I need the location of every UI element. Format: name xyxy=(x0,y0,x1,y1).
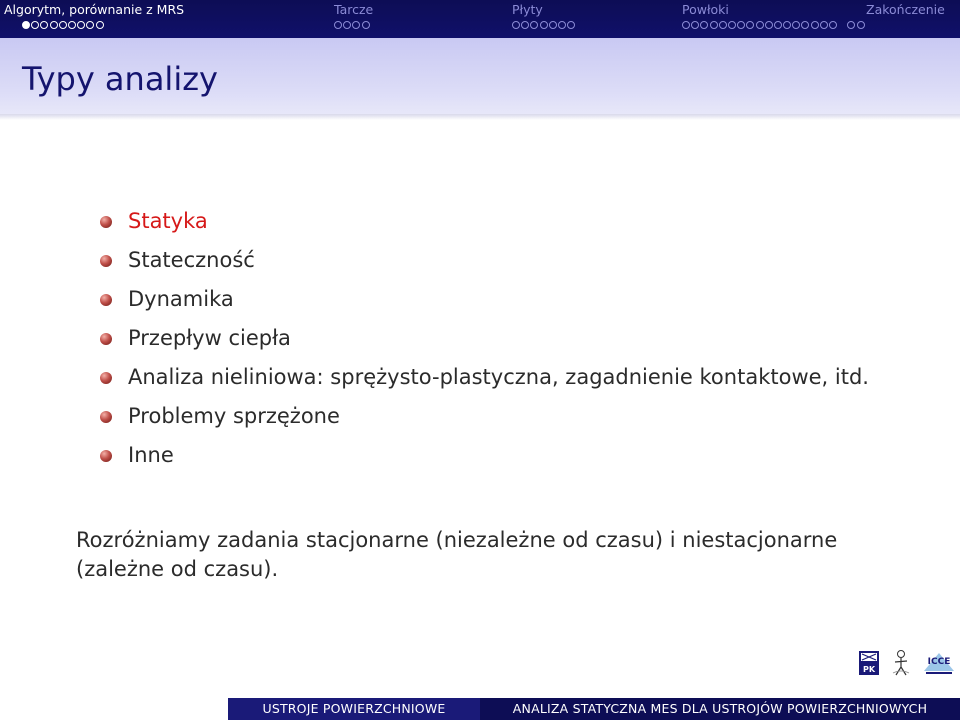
nav-dot[interactable] xyxy=(811,21,819,29)
nav-dot[interactable] xyxy=(774,21,782,29)
list-item xyxy=(100,246,920,275)
nav-dot[interactable] xyxy=(334,21,342,29)
footer-short-title: USTROJE POWIERZCHNIOWE xyxy=(228,698,480,720)
nav-dot[interactable] xyxy=(540,21,548,29)
nav-dots-powloki xyxy=(682,19,865,31)
bullet-text: Stateczność xyxy=(128,248,255,272)
nav-dot[interactable] xyxy=(700,21,708,29)
footer-bar xyxy=(0,698,960,720)
list-item xyxy=(100,324,920,353)
mascot-figure-icon xyxy=(890,649,912,677)
list-item xyxy=(100,441,920,470)
footer-full-title: ANALIZA STATYCZNA MES DLA USTROJÓW POWIERZCHNIOWYCH xyxy=(480,698,960,720)
nav-dot[interactable] xyxy=(50,21,58,29)
nav-dot[interactable] xyxy=(783,21,791,29)
nav-dots-algorithm xyxy=(22,19,104,31)
list-item xyxy=(100,363,920,392)
bullet-list xyxy=(100,207,920,480)
nav-dot[interactable] xyxy=(40,21,48,29)
nav-dot[interactable] xyxy=(682,21,690,29)
nav-dot[interactable] xyxy=(728,21,736,29)
svg-text:ICCE: ICCE xyxy=(927,657,951,667)
footer-spacer xyxy=(0,698,228,720)
nav-dot[interactable] xyxy=(567,21,575,29)
nav-dot[interactable] xyxy=(59,21,67,29)
nav-dot[interactable] xyxy=(31,21,39,29)
nav-dot[interactable] xyxy=(512,21,520,29)
list-item xyxy=(100,285,920,314)
nav-dot[interactable] xyxy=(829,21,837,29)
nav-dot[interactable] xyxy=(820,21,828,29)
svg-text:PK: PK xyxy=(862,665,876,674)
section-navigation-bar xyxy=(0,0,960,38)
bullet-text: Inne xyxy=(128,443,174,467)
nav-dot[interactable] xyxy=(857,21,865,29)
list-item xyxy=(100,402,920,431)
list-item xyxy=(100,207,920,236)
bullet-text: Analiza nieliniowa: sprężysto-plastyczna, zagadnienie kontaktowe, itd. xyxy=(128,365,869,389)
nav-dot[interactable] xyxy=(719,21,727,29)
bullet-text: Dynamika xyxy=(128,287,234,311)
slide-title: Typy analizy xyxy=(22,60,218,98)
nav-dot[interactable] xyxy=(352,21,360,29)
nav-dot[interactable] xyxy=(362,21,370,29)
nav-dot[interactable] xyxy=(558,21,566,29)
bullet-text: Statyka xyxy=(128,209,208,233)
nav-dot[interactable] xyxy=(847,21,855,29)
nav-dot[interactable] xyxy=(343,21,351,29)
nav-dot[interactable] xyxy=(530,21,538,29)
bullet-ball-icon xyxy=(100,333,112,345)
nav-dot[interactable] xyxy=(691,21,699,29)
bullet-ball-icon xyxy=(100,216,112,228)
bullet-ball-icon xyxy=(100,372,112,384)
bullet-ball-icon xyxy=(100,411,112,423)
icce-logo-icon xyxy=(922,649,956,677)
nav-dot[interactable] xyxy=(86,21,94,29)
nav-section-plyty[interactable]: Płyty xyxy=(512,2,543,17)
nav-dot[interactable] xyxy=(801,21,809,29)
nav-dot[interactable] xyxy=(746,21,754,29)
nav-dot[interactable] xyxy=(792,21,800,29)
nav-dot[interactable] xyxy=(521,21,529,29)
bullet-text: Przepływ ciepła xyxy=(128,326,291,350)
nav-section-zakonczenie[interactable]: Zakończenie xyxy=(866,2,945,17)
nav-dot[interactable] xyxy=(710,21,718,29)
bullet-ball-icon xyxy=(100,450,112,462)
nav-section-tarcze[interactable]: Tarcze xyxy=(334,2,374,17)
nav-dot[interactable] xyxy=(77,21,85,29)
bullet-ball-icon xyxy=(100,255,112,267)
nav-dots-plyty xyxy=(512,19,575,31)
nav-dot[interactable] xyxy=(549,21,557,29)
bullet-text: Problemy sprzężone xyxy=(128,404,340,428)
bullet-ball-icon xyxy=(100,294,112,306)
nav-section-algorithm[interactable]: Algorytm, porównanie z MRS xyxy=(4,2,185,17)
logo-strip xyxy=(858,648,956,678)
nav-dots-tarcze xyxy=(334,19,370,31)
nav-dot[interactable] xyxy=(96,21,104,29)
pk-logo-icon xyxy=(858,650,880,676)
nav-dot-current[interactable] xyxy=(22,21,30,29)
nav-dot[interactable] xyxy=(765,21,773,29)
nav-dot[interactable] xyxy=(68,21,76,29)
summary-paragraph: Rozróżniamy zadania stacjonarne (niezależne od czasu) i niestacjonarne (zależne od czasu). xyxy=(76,528,838,581)
nav-dot[interactable] xyxy=(756,21,764,29)
nav-dot[interactable] xyxy=(737,21,745,29)
nav-section-powloki[interactable]: Powłoki xyxy=(682,2,729,17)
